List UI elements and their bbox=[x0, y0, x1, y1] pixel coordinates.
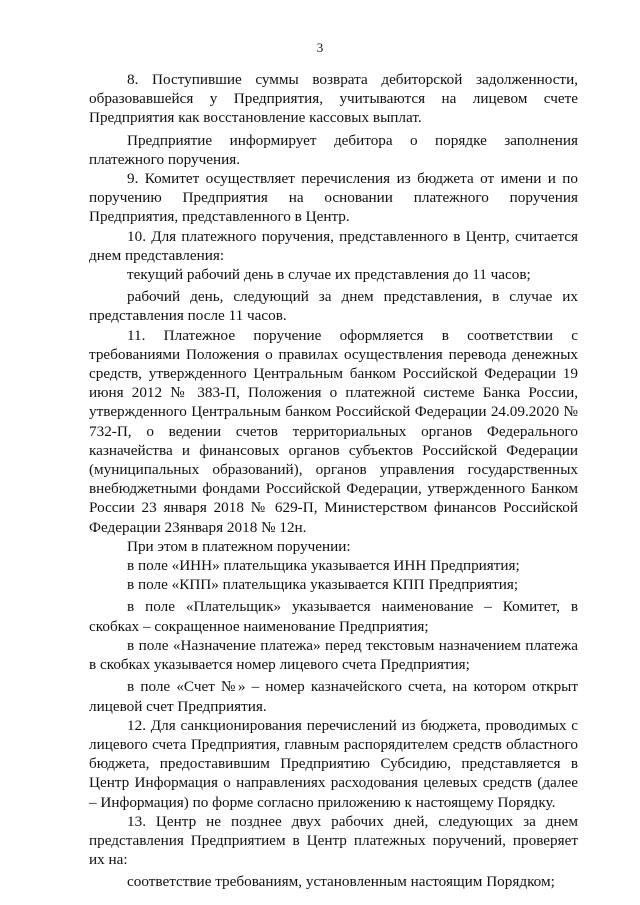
paragraph-11: 11. Платежное поручение оформляется в соответствии с требованиями Положения о правилах осуществления перевода денежных средств, утвержденного Центральным банком Российской Федерации 19 июня 2012 № 383-П, Положения о платежной системе Банка России, утвержденного Центральным банком Российской Федерации 24.09.2020 № 732-П, о ведении счетов территориальных органов Федерального казначейства и финансовых органов субъектов Российской Федерации (муниципальных образований), органов управления государственных внебюджетными фондами Российской Федерации, утвержденного Банком России 23 января 2018 № 629-П, Министерством финансов Российской Федерации 23января 2018 № 12н. bbox=[89, 326, 578, 536]
paragraph-11-account: в поле «Счет №» – номер казначейского счета, на котором открыт лицевой счет Предприятия. bbox=[89, 678, 578, 715]
paragraph-10-before-11: текущий рабочий день в случае их представления до 11 часов; bbox=[127, 266, 531, 284]
paragraph-13-compliance: соответствие требованиям, установленным настоящим Порядком; bbox=[127, 873, 555, 891]
paragraph-11-inn: в поле «ИНН» плательщика указывается ИНН Предприятия; bbox=[127, 557, 520, 575]
page-number: 3 bbox=[316, 40, 324, 55]
paragraph-8-debtor-info: Предприятие информирует дебитора о порядке заполнения платежного поручения. bbox=[89, 131, 578, 168]
paragraph-10-after-11: рабочий день, следующий за днем представления, в случае их представления после 11 часов. bbox=[89, 288, 578, 325]
paragraph-11-kpp: в поле «КПП» плательщика указывается КПП Предприятия; bbox=[127, 576, 519, 594]
document-body bbox=[89, 70, 578, 892]
paragraph-10: 10. Для платежного поручения, представленного в Центр, считается днем представления: bbox=[89, 227, 578, 264]
paragraph-11-payer: в поле «Плательщик» указывается наименование – Комитет, в скобках – сокращенное наименование Предприятия; bbox=[89, 598, 578, 635]
paragraph-13: 13. Центр не позднее двух рабочих дней, следующих за днем представления Предприятием в Центр платежных поручений, проверяет их на: bbox=[89, 812, 578, 869]
paragraph-11-purpose: в поле «Назначение платежа» перед текстовым назначением платежа в скобках указывается номер лицевого счета Предприятия; bbox=[89, 636, 578, 674]
paragraph-8: 8. Поступившие суммы возврата дебиторской задолженности, образовавшейся у Предприятия, учитываются на лицевом счете Предприятия как восстановление кассовых выплат. bbox=[89, 71, 578, 127]
paragraph-9: 9. Комитет осуществляет перечисления из бюджета от имени и по поручению Предприятия на основании платежного поручения Предприятия, представленного в Центр. bbox=[89, 170, 578, 226]
paragraph-11-intro: При этом в платежном поручении: bbox=[127, 537, 351, 555]
paragraph-12: 12. Для санкционирования перечислений из бюджета, проводимых с лицевого счета Предприятия, главным распорядителем средств областного бюджета, предоставившим Предприятию Субсидию, представляется в Центр Информация о направлениях расходования целевых средств (далее – Информация) по форме согласно приложению к настоящему Порядку. bbox=[89, 716, 578, 811]
